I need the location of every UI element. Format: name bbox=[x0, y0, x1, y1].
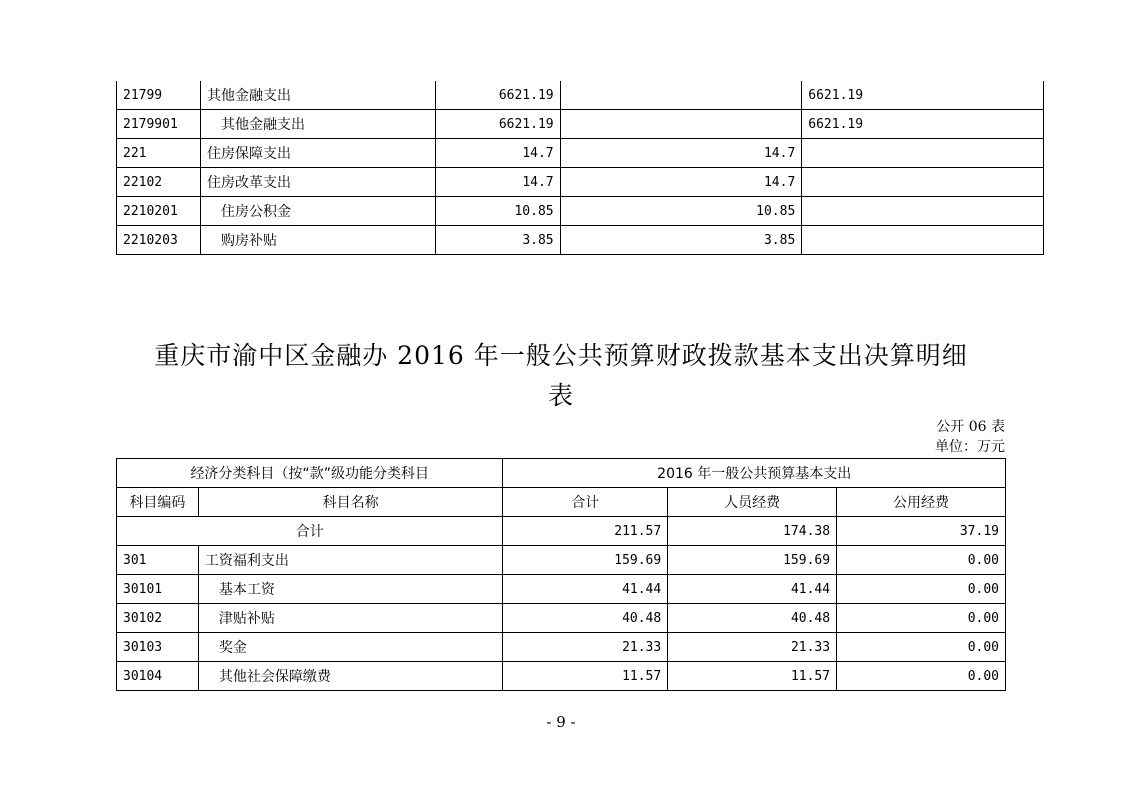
row-project bbox=[802, 226, 1044, 255]
row-project bbox=[802, 168, 1044, 197]
row-name: 其他社会保障缴费 bbox=[198, 662, 503, 691]
row-name: 津贴补贴 bbox=[198, 604, 503, 633]
group-header-expenditure: 2016 年一般公共预算基本支出 bbox=[503, 459, 1006, 488]
total-label: 合计 bbox=[117, 517, 503, 546]
row-code: 21799 bbox=[117, 81, 201, 110]
basic-expenditure-table bbox=[116, 458, 1006, 691]
row-code: 2179901 bbox=[117, 110, 201, 139]
table-row bbox=[117, 226, 1044, 255]
row-personnel: 159.69 bbox=[668, 546, 837, 575]
table-row bbox=[117, 662, 1006, 691]
row-code: 301 bbox=[117, 546, 199, 575]
table-row bbox=[117, 197, 1044, 226]
row-code: 2210203 bbox=[117, 226, 201, 255]
row-project bbox=[802, 197, 1044, 226]
table-row bbox=[117, 110, 1044, 139]
row-project: 6621.19 bbox=[802, 110, 1044, 139]
table-row bbox=[117, 604, 1006, 633]
row-name: 其他金融支出 bbox=[200, 81, 435, 110]
row-basic bbox=[560, 110, 802, 139]
row-name: 工资福利支出 bbox=[198, 546, 503, 575]
row-public: 0.00 bbox=[837, 633, 1006, 662]
row-total: 159.69 bbox=[503, 546, 668, 575]
column-header-name: 科目名称 bbox=[198, 488, 503, 517]
row-total: 40.48 bbox=[503, 604, 668, 633]
total-public: 37.19 bbox=[837, 517, 1006, 546]
row-name: 奖金 bbox=[198, 633, 503, 662]
page-title bbox=[0, 336, 1122, 416]
table-row bbox=[117, 139, 1044, 168]
table-row bbox=[117, 81, 1044, 110]
table-row bbox=[117, 168, 1044, 197]
row-public: 0.00 bbox=[837, 662, 1006, 691]
row-code: 2210201 bbox=[117, 197, 201, 226]
row-basic: 14.7 bbox=[560, 168, 802, 197]
row-name: 住房改革支出 bbox=[200, 168, 435, 197]
group-header-classification: 经济分类科目（按“款”级功能分类科目 bbox=[117, 459, 503, 488]
row-total: 21.33 bbox=[503, 633, 668, 662]
row-total: 3.85 bbox=[435, 226, 560, 255]
column-header-total: 合计 bbox=[503, 488, 668, 517]
row-code: 30102 bbox=[117, 604, 199, 633]
row-name: 基本工资 bbox=[198, 575, 503, 604]
row-public: 0.00 bbox=[837, 546, 1006, 575]
row-total: 14.7 bbox=[435, 139, 560, 168]
unit-label: 单位：万元 bbox=[935, 439, 1005, 455]
title-line-2: 表 bbox=[547, 381, 574, 410]
row-personnel: 11.57 bbox=[668, 662, 837, 691]
row-total: 6621.19 bbox=[435, 110, 560, 139]
row-name: 住房公积金 bbox=[200, 197, 435, 226]
row-basic bbox=[560, 81, 802, 110]
row-basic: 10.85 bbox=[560, 197, 802, 226]
row-basic: 3.85 bbox=[560, 226, 802, 255]
page-number: - 9 - bbox=[546, 713, 576, 731]
row-total: 10.85 bbox=[435, 197, 560, 226]
row-name: 其他金融支出 bbox=[200, 110, 435, 139]
row-name: 住房保障支出 bbox=[200, 139, 435, 168]
column-header-personnel: 人员经费 bbox=[668, 488, 837, 517]
row-personnel: 40.48 bbox=[668, 604, 837, 633]
total-personnel: 174.38 bbox=[668, 517, 837, 546]
row-total: 41.44 bbox=[503, 575, 668, 604]
continuation-table bbox=[116, 81, 1044, 255]
row-total: 11.57 bbox=[503, 662, 668, 691]
row-code: 22102 bbox=[117, 168, 201, 197]
row-code: 30103 bbox=[117, 633, 199, 662]
table-code-label: 公开 06 表 bbox=[936, 419, 1005, 435]
total-row bbox=[117, 517, 1006, 546]
row-project bbox=[802, 139, 1044, 168]
row-code: 30101 bbox=[117, 575, 199, 604]
row-code: 30104 bbox=[117, 662, 199, 691]
row-personnel: 21.33 bbox=[668, 633, 837, 662]
row-total: 6621.19 bbox=[435, 81, 560, 110]
table-row bbox=[117, 575, 1006, 604]
row-personnel: 41.44 bbox=[668, 575, 837, 604]
column-header-code: 科目编码 bbox=[117, 488, 199, 517]
row-code: 221 bbox=[117, 139, 201, 168]
row-basic: 14.7 bbox=[560, 139, 802, 168]
title-line-1: 重庆市渝中区金融办 2016 年一般公共预算财政拨款基本支出决算明细 bbox=[154, 341, 968, 370]
row-project: 6621.19 bbox=[802, 81, 1044, 110]
row-public: 0.00 bbox=[837, 575, 1006, 604]
row-name: 购房补贴 bbox=[200, 226, 435, 255]
row-total: 14.7 bbox=[435, 168, 560, 197]
row-public: 0.00 bbox=[837, 604, 1006, 633]
column-header-public: 公用经费 bbox=[837, 488, 1006, 517]
table-row bbox=[117, 546, 1006, 575]
total-amount: 211.57 bbox=[503, 517, 668, 546]
table-row bbox=[117, 633, 1006, 662]
